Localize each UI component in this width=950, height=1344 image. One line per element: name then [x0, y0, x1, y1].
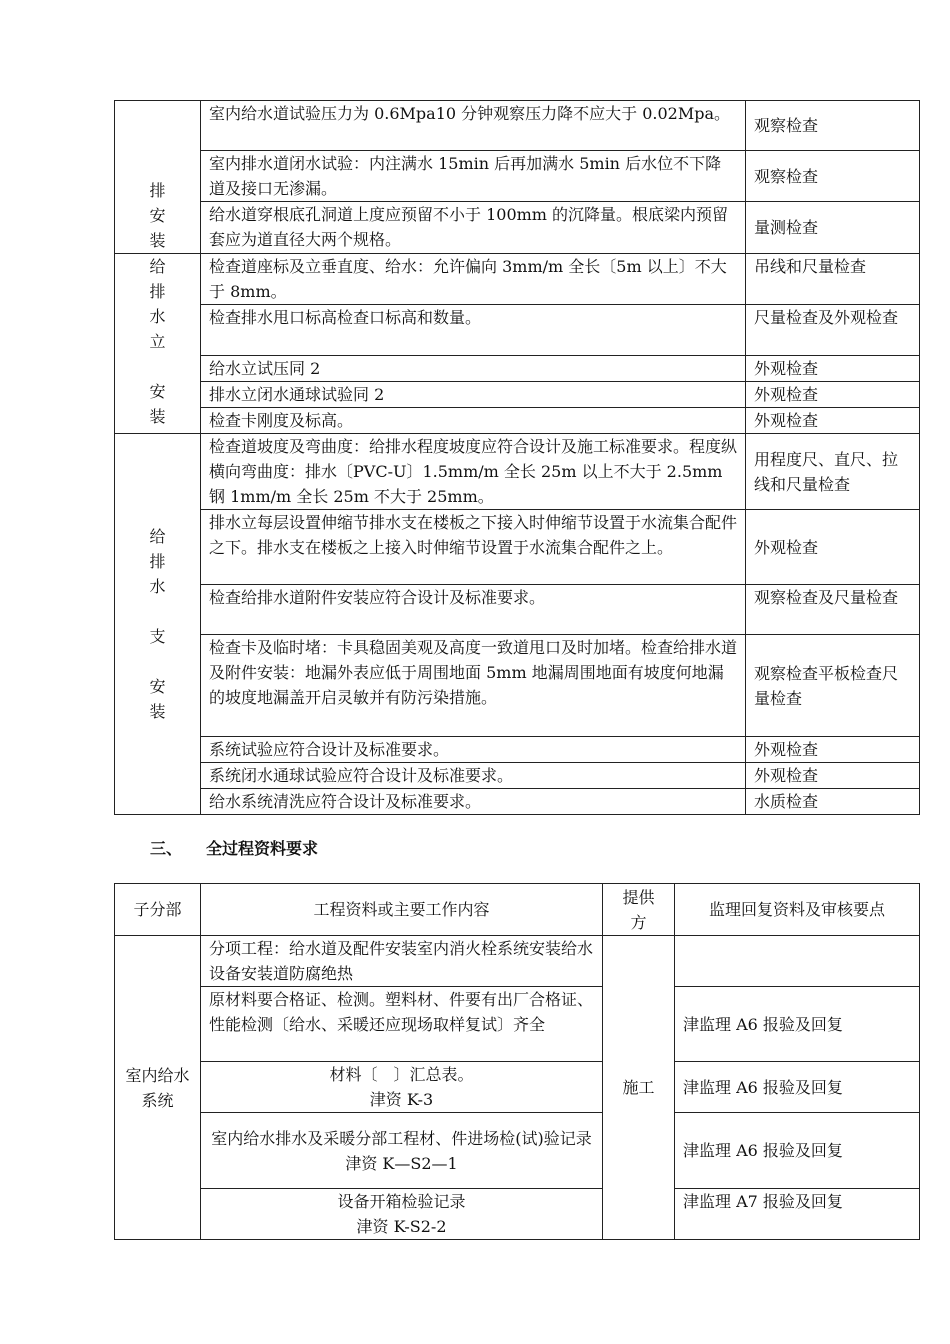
table-row [115, 1113, 920, 1189]
table-row [115, 789, 920, 815]
doc-content: 分项工程：给水道及配件安装室内消火栓系统安装给水设备安装道防腐绝热 [201, 936, 603, 987]
check-method: 吊线和尺量检查 [746, 254, 920, 305]
table-row [115, 635, 920, 737]
category-char: 支 [149, 627, 166, 646]
check-method: 外观检查 [746, 382, 920, 408]
category-gap [115, 599, 200, 624]
check-content: 检查道坡度及弯曲度：给排水程度坡度应符合设计及施工标准要求。程度纵横向弯曲度：排水〔PVC-U〕1.5mm/m 全长 25m 以上不大于 2.5mm 钢 1mm/m 全长 25m 不大于 25mm。 [201, 434, 746, 510]
check-method: 外观检查 [746, 356, 920, 382]
check-method: 外观检查 [746, 763, 920, 789]
category-gap [115, 649, 200, 674]
category-gap [115, 354, 200, 379]
table-row [115, 585, 920, 635]
doc-content: 原材料要合格证、检测。塑料材、件要有出厂合格证、性能检测〔给水、采暖还应现场取样复试〕齐全 [201, 987, 603, 1062]
check-content: 检查卡及临时堵：卡具稳固美观及高度一致道甩口及时加堵。检查给排水道及附件安装：地漏外表应低于周围地面 5mm 地漏周围地面有坡度何地漏的坡度地漏盖开启灵敏并有防污染措施。 [201, 635, 746, 737]
check-method: 观察检查 [746, 101, 920, 151]
category-char: 装 [149, 407, 166, 426]
check-method: 量测检查 [746, 202, 920, 254]
category-char: 给 [149, 257, 166, 276]
check-method: 观察检查及尺量检查 [746, 585, 920, 635]
check-method: 外观检查 [746, 510, 920, 585]
review-cell: 津监理 A7 报验及回复 [675, 1189, 920, 1240]
table-row [115, 737, 920, 763]
table-row [115, 254, 920, 305]
check-content: 检查排水甩口标高检查口标高和数量。 [201, 305, 746, 356]
header-content: 工程资料或主要工作内容 [201, 884, 603, 936]
table-row [115, 1189, 920, 1240]
category-cell [115, 254, 201, 434]
table-row [115, 151, 920, 202]
check-content: 检查道座标及立垂直度、给水：允许偏向 3mm/m 全长〔5m 以上〕不大于 8mm。 [201, 254, 746, 305]
check-method: 外观检查 [746, 737, 920, 763]
category-char: 装 [149, 702, 166, 721]
review-cell [675, 936, 920, 987]
check-content: 给水道穿根底孔洞道上度应预留不小于 100mm 的沉降量。根底梁内预留套应为道直径大两个规格。 [201, 202, 746, 254]
doc-content-cell [201, 1062, 603, 1113]
category-char: 排 [149, 282, 166, 301]
check-content: 排水立每层设置伸缩节排水支在楼板之下接入时伸缩节设置于水流集合配件之下。排水支在楼板之上接入时伸缩节设置于水流集合配件之上。 [201, 510, 746, 585]
review-cell: 津监理 A6 报验及回复 [675, 1062, 920, 1113]
check-content: 排水立闭水通球试验同 2 [201, 382, 746, 408]
provider-cell: 施工 [603, 936, 675, 1240]
table-row [115, 936, 920, 987]
section-number: 三、 [150, 839, 183, 858]
documents-table [114, 883, 920, 1240]
doc-code: 津资 K-S2-2 [356, 1217, 447, 1236]
table-row [115, 987, 920, 1062]
section-title: 全过程资料要求 [206, 839, 319, 858]
table-row [115, 408, 920, 434]
review-cell: 津监理 A6 报验及回复 [675, 987, 920, 1062]
review-cell: 津监理 A6 报验及回复 [675, 1113, 920, 1189]
category-char: 排 [149, 181, 166, 200]
header-review: 监理回复资料及审核要点 [675, 884, 920, 936]
category-char: 安 [149, 677, 166, 696]
section-heading [150, 836, 318, 859]
inspection-table [114, 100, 920, 815]
category-cell [115, 101, 201, 254]
check-method: 观察检查 [746, 151, 920, 202]
table-row [115, 101, 920, 151]
category-char: 安 [149, 382, 166, 401]
check-method: 用程度尺、直尺、拉线和尺量检查 [746, 434, 920, 510]
category-cell [115, 434, 201, 815]
table-row [115, 382, 920, 408]
header-sub: 子分部 [115, 884, 201, 936]
doc-content: 室内给水排水及采暖分部工程材、件进场检(试)验记录 [211, 1128, 592, 1148]
doc-code: 津资 K—S2—1 [345, 1153, 458, 1173]
check-content: 系统闭水通球试验应符合设计及标准要求。 [201, 763, 746, 789]
category-char: 立 [149, 332, 166, 351]
table-row [115, 356, 920, 382]
doc-code: 津资 K-3 [369, 1090, 434, 1109]
table-row [115, 305, 920, 356]
check-method: 外观检查 [746, 408, 920, 434]
check-content: 给水系统清洗应符合设计及标准要求。 [201, 789, 746, 815]
check-content: 室内给水道试验压力为 0.6Mpa10 分钟观察压力降不应大于 0.02Mpa。 [201, 101, 746, 151]
header-provider: 提供方 [603, 884, 675, 936]
table-row [115, 763, 920, 789]
doc-content: 设备开箱检验记录 [337, 1192, 466, 1211]
category-char: 安 [149, 206, 166, 225]
check-content: 系统试验应符合设计及标准要求。 [201, 737, 746, 763]
check-method: 尺量检查及外观检查 [746, 305, 920, 356]
table-row [115, 510, 920, 585]
sub-label: 室内给水系统 [115, 936, 201, 1240]
table-row [115, 202, 920, 254]
category-char: 排 [149, 552, 166, 571]
check-content: 检查给排水道附件安装应符合设计及标准要求。 [201, 585, 746, 635]
doc-content-cell [201, 1113, 603, 1189]
category-char: 水 [149, 577, 166, 596]
table-row [115, 1062, 920, 1113]
check-content: 室内排水道闭水试验：内注满水 15min 后再加满水 5min 后水位不下降道及接口无渗漏。 [201, 151, 746, 202]
category-char: 水 [149, 307, 166, 326]
check-method: 观察检查平板检查尺量检查 [746, 635, 920, 737]
check-content: 检查卡刚度及标高。 [201, 408, 746, 434]
doc-content-cell [201, 1189, 603, 1240]
check-method: 水质检查 [746, 789, 920, 815]
doc-content: 材料〔 〕汇总表。 [329, 1065, 474, 1084]
header-row [115, 884, 920, 936]
category-char: 装 [149, 231, 166, 250]
table-row [115, 434, 920, 510]
category-char: 给 [149, 527, 166, 546]
check-content: 给水立试压同 2 [201, 356, 746, 382]
